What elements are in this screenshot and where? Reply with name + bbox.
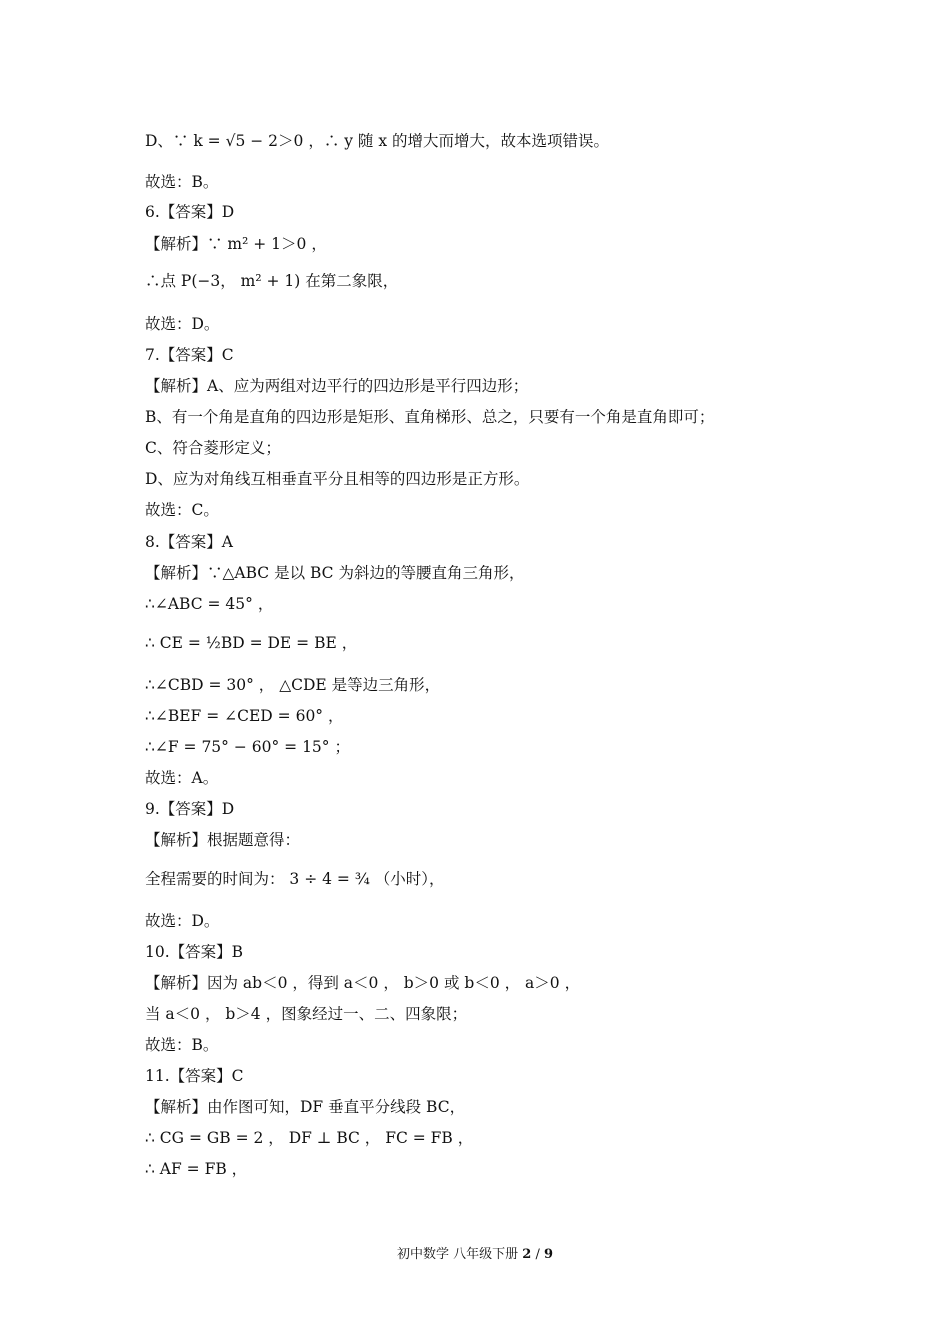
- text-line: ∴点 P(−3， m² + 1) 在第二象限，: [145, 272, 399, 290]
- text-line: ∴∠CBD = 30° ， △CDE 是等边三角形，: [145, 676, 441, 694]
- text-line: C、符合菱形定义；: [145, 439, 281, 457]
- text-line: 故选：D。: [145, 315, 220, 333]
- text-line: 故选：B。: [145, 1036, 219, 1054]
- answer-heading: 10.【答案】B: [145, 943, 244, 961]
- page-total: 9: [543, 1247, 554, 1262]
- text-line: D、应为对角线互相垂直平分且相等的四边形是正方形。: [145, 470, 530, 488]
- text-line: 故选：A。: [145, 769, 219, 787]
- text-line: ∴∠ABC = 45° ，: [145, 595, 274, 613]
- text-line: ∴ CE = ½BD = DE = BE ，: [145, 634, 358, 652]
- text-line: ∴∠F = 75° − 60° = 15° ；: [145, 738, 350, 756]
- text-line: 【解析】∵△ABC 是以 BC 为斜边的等腰直角三角形，: [145, 564, 525, 582]
- answer-heading: 9.【答案】D: [145, 800, 235, 818]
- text-line: 【解析】根据题意得：: [145, 831, 301, 849]
- text-line: D、∵ k = √5 − 2＞0 ，∴ y 随 x 的增大而增大，故本选项错误。: [145, 132, 610, 150]
- text-line: 【解析】A、应为两组对边平行的四边形是平行四边形；: [145, 377, 529, 395]
- page-footer: [0, 1246, 950, 1264]
- answer-heading: 11.【答案】C: [145, 1067, 244, 1085]
- text-line: 【解析】由作图可知，DF 垂直平分线段 BC，: [145, 1098, 466, 1116]
- text-line: 全程需要的时间为： 3 ÷ 4 = ¾ （小时），: [145, 870, 445, 888]
- text-line: ∴ CG = GB = 2 ， DF ⊥ BC ， FC = FB ，: [145, 1129, 474, 1147]
- page-number: 2: [522, 1247, 532, 1262]
- answer-heading: 7.【答案】C: [145, 346, 234, 364]
- text-line: 【解析】∵ m² + 1＞0 ，: [145, 235, 327, 253]
- page-separator: /: [535, 1247, 540, 1262]
- footer-subject: 初中数学 八年级下册: [396, 1247, 519, 1262]
- text-line: 故选：B。: [145, 173, 219, 191]
- text-line: B、有一个角是直角的四边形是矩形、直角梯形、总之，只要有一个角是直角即可；: [145, 408, 715, 426]
- answer-heading: 6.【答案】D: [145, 203, 235, 221]
- text-line: 故选：D。: [145, 912, 220, 930]
- text-line: ∴ AF = FB ，: [145, 1160, 248, 1178]
- text-line: 故选：C。: [145, 501, 219, 519]
- text-line: 【解析】因为 ab＜0 ，得到 a＜0 ， b＞0 或 b＜0 ， a＞0 ，: [145, 974, 581, 992]
- text-line: ∴∠BEF = ∠CED = 60° ，: [145, 707, 344, 725]
- answer-heading: 8.【答案】A: [145, 533, 233, 551]
- text-line: 当 a＜0 ， b＞4 ，图象经过一、二、四象限；: [145, 1005, 468, 1023]
